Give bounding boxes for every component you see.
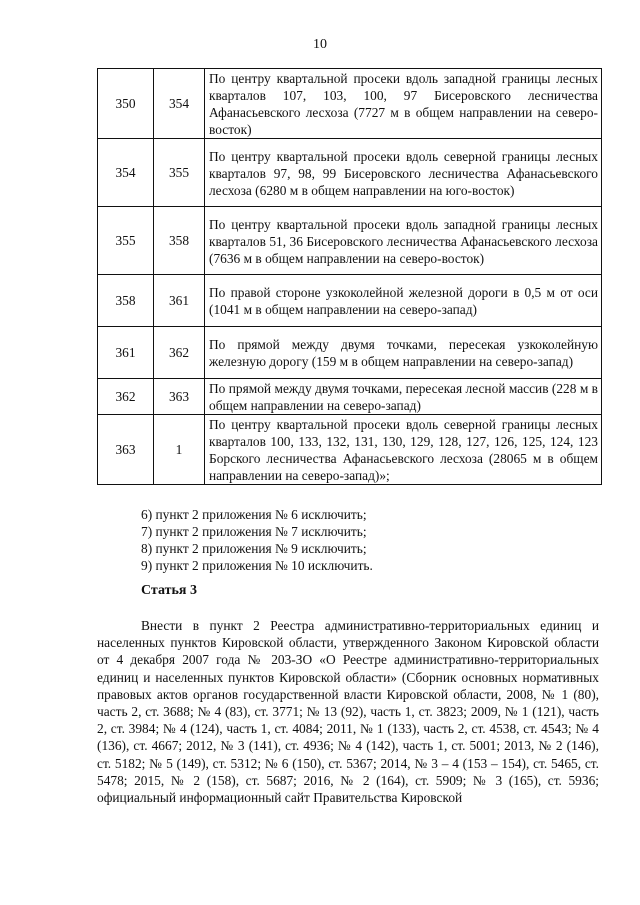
point-from-cell: 363 [98, 415, 154, 485]
point-to-cell: 354 [154, 69, 205, 139]
point-from-cell: 361 [98, 327, 154, 379]
boundary-table [97, 68, 602, 485]
boundary-description-cell: По прямой между двумя точками, пересекая лесной массив (228 м в общем направлении на северо-запад) [205, 379, 602, 415]
list-item: 8) пункт 2 приложения № 9 исключить; [141, 541, 367, 556]
boundary-description-cell: По центру квартальной просеки вдоль западной границы лесных кварталов 51, 36 Бисеровского лесничества Афанасьевского лесхоза (7636 м в общем направлении на северо-восток) [205, 207, 602, 275]
article-body: Внести в пункт 2 Реестра административно-территориальных единиц и населенных пунктов Кировской области, утвержденного Законом Кировской области от 4 декабря 2007 года № 203-ЗО «О Реестре административно-территориальных единиц и населенных пунктов Кировской области» (Сборник основных нормативных правовых актов органов государственной власти Кировской области, 2008, № 1 (80), часть 2, ст. 3688; № 4 (83), ст. 3771; № 13 (92), часть 1, ст. 3823; 2009, № 1 (121), часть 2, ст. 3984; № 4 (124), часть 1, ст. 4084; 2011, № 1 (133), часть 2, ст. 4538, ст. 4543; № 4 (136), ст. 4667; 2012, № 3 (141), ст. 4936; № 4 (142), часть 1, ст. 5001; 2013, № 2 (146), ст. 5182; № 5 (149), ст. 5312; № 6 (150), ст. 5367; 2014, № 3 – 4 (153 – 154), ст. 5465, ст. 5478; 2015, № 2 (158), ст. 5687; 2016, № 2 (164), ст. 5909; № 3 (165), ст. 5936; официальный информационный сайт Правительства Кировской [97, 618, 599, 806]
table-row [98, 415, 602, 485]
point-to-cell: 363 [154, 379, 205, 415]
list-item: 7) пункт 2 приложения № 7 исключить; [141, 524, 367, 539]
point-to-cell: 355 [154, 139, 205, 207]
point-from-cell: 358 [98, 275, 154, 327]
list-item: 9) пункт 2 приложения № 10 исключить. [141, 558, 373, 573]
table-row [98, 69, 602, 139]
boundary-description-cell: По прямой между двумя точками, пересекая узкоколейную железную дорогу (159 м в общем направлении на северо-запад) [205, 327, 602, 379]
point-to-cell: 1 [154, 415, 205, 485]
table-row [98, 139, 602, 207]
boundary-description-cell: По центру квартальной просеки вдоль северной границы лесных кварталов 100, 133, 132, 131, 130, 129, 128, 127, 126, 125, 124, 123 Борского лесничества Афанасьевского лесхоза (28065 м в общем направлении на северо-запад)»; [205, 415, 602, 485]
point-to-cell: 361 [154, 275, 205, 327]
point-from-cell: 362 [98, 379, 154, 415]
article-heading: Статья 3 [141, 583, 197, 598]
boundary-description-cell: По центру квартальной просеки вдоль северной границы лесных кварталов 97, 98, 99 Бисеровского лесничества Афанасьевского лесхоза (6280 м в общем направлении на юго-восток) [205, 139, 602, 207]
amendment-items [141, 506, 373, 574]
table-row [98, 275, 602, 327]
table-row [98, 327, 602, 379]
boundary-description-cell: По центру квартальной просеки вдоль западной границы лесных кварталов 107, 103, 100, 97 Бисеровского лесничества Афанасьевского лесхоза (7727 м в общем направлении на северо-восток) [205, 69, 602, 139]
point-from-cell: 355 [98, 207, 154, 275]
point-to-cell: 362 [154, 327, 205, 379]
table-row [98, 207, 602, 275]
page-number: 10 [313, 37, 327, 52]
list-item: 6) пункт 2 приложения № 6 исключить; [141, 507, 367, 522]
point-from-cell: 354 [98, 139, 154, 207]
boundary-description-cell: По правой стороне узкоколейной железной дороги в 0,5 м от оси (1041 м в общем направлении на северо-запад) [205, 275, 602, 327]
point-from-cell: 350 [98, 69, 154, 139]
table-row [98, 379, 602, 415]
point-to-cell: 358 [154, 207, 205, 275]
